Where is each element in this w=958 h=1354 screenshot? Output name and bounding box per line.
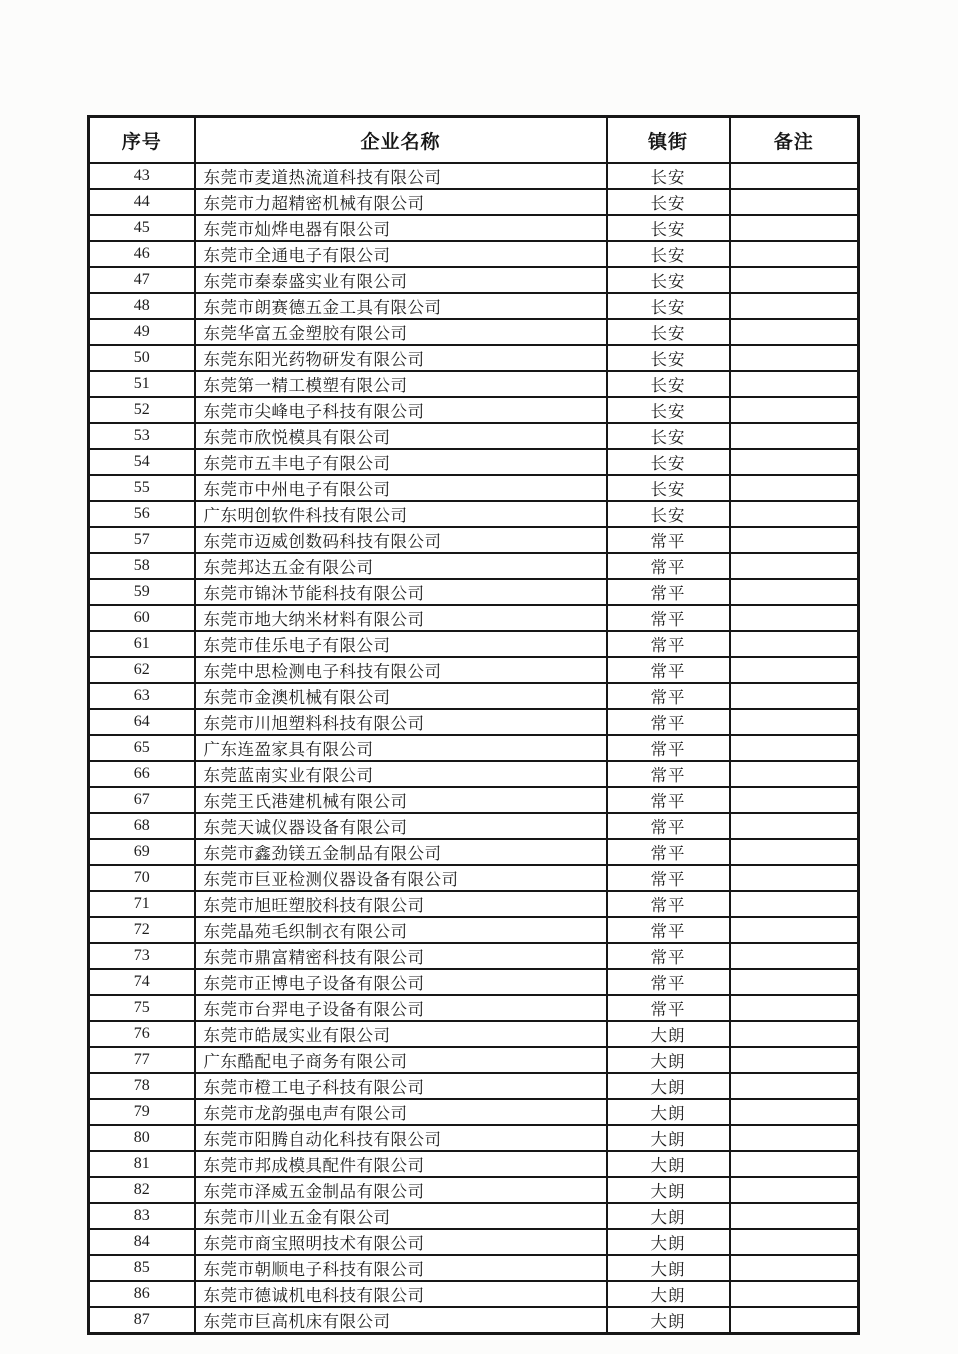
cell-serial-number: 74 xyxy=(89,969,195,995)
cell-company-name: 东莞市皓晟实业有限公司 xyxy=(195,1021,607,1047)
cell-company-name: 广东明创软件科技有限公司 xyxy=(195,501,607,527)
cell-remark xyxy=(730,943,859,969)
cell-remark xyxy=(730,1021,859,1047)
cell-company-name: 东莞市鼎富精密科技有限公司 xyxy=(195,943,607,969)
cell-company-name: 东莞东阳光药物研发有限公司 xyxy=(195,345,607,371)
table-row xyxy=(89,995,859,1021)
table-row xyxy=(89,735,859,761)
cell-company-name: 东莞市旭旺塑胶科技有限公司 xyxy=(195,891,607,917)
table-row xyxy=(89,293,859,319)
table-row xyxy=(89,1307,859,1334)
cell-town: 常平 xyxy=(607,813,730,839)
cell-company-name: 东莞市橙工电子科技有限公司 xyxy=(195,1073,607,1099)
table-row xyxy=(89,163,859,189)
cell-company-name: 东莞市中州电子有限公司 xyxy=(195,475,607,501)
cell-serial-number: 61 xyxy=(89,631,195,657)
table-row xyxy=(89,553,859,579)
cell-company-name: 东莞晶苑毛织制衣有限公司 xyxy=(195,917,607,943)
cell-serial-number: 60 xyxy=(89,605,195,631)
cell-company-name: 东莞市力超精密机械有限公司 xyxy=(195,189,607,215)
table-row xyxy=(89,345,859,371)
table-row xyxy=(89,1177,859,1203)
cell-remark xyxy=(730,1177,859,1203)
table-row xyxy=(89,527,859,553)
cell-remark xyxy=(730,995,859,1021)
table-row xyxy=(89,1151,859,1177)
cell-remark xyxy=(730,397,859,423)
cell-company-name: 东莞市迈威创数码科技有限公司 xyxy=(195,527,607,553)
cell-remark xyxy=(730,527,859,553)
cell-town: 常平 xyxy=(607,709,730,735)
cell-town: 长安 xyxy=(607,241,730,267)
cell-remark xyxy=(730,371,859,397)
cell-serial-number: 86 xyxy=(89,1281,195,1307)
table-row xyxy=(89,1229,859,1255)
cell-company-name: 东莞中思检测电子科技有限公司 xyxy=(195,657,607,683)
cell-company-name: 东莞市川业五金有限公司 xyxy=(195,1203,607,1229)
cell-town: 大朗 xyxy=(607,1177,730,1203)
cell-serial-number: 76 xyxy=(89,1021,195,1047)
cell-town: 长安 xyxy=(607,163,730,189)
cell-company-name: 东莞市锦沐节能科技有限公司 xyxy=(195,579,607,605)
cell-town: 大朗 xyxy=(607,1229,730,1255)
cell-remark xyxy=(730,1255,859,1281)
cell-serial-number: 69 xyxy=(89,839,195,865)
cell-town: 大朗 xyxy=(607,1255,730,1281)
cell-remark xyxy=(730,865,859,891)
cell-serial-number: 43 xyxy=(89,163,195,189)
cell-town: 长安 xyxy=(607,449,730,475)
table-header-row xyxy=(89,117,859,164)
cell-company-name: 东莞市欣悦模具有限公司 xyxy=(195,423,607,449)
cell-company-name: 东莞邦达五金有限公司 xyxy=(195,553,607,579)
cell-town: 长安 xyxy=(607,345,730,371)
cell-remark xyxy=(730,1047,859,1073)
cell-remark xyxy=(730,215,859,241)
cell-serial-number: 50 xyxy=(89,345,195,371)
cell-serial-number: 57 xyxy=(89,527,195,553)
cell-serial-number: 46 xyxy=(89,241,195,267)
cell-remark xyxy=(730,709,859,735)
cell-serial-number: 49 xyxy=(89,319,195,345)
table-body xyxy=(89,163,859,1334)
table-row xyxy=(89,839,859,865)
cell-remark xyxy=(730,839,859,865)
cell-town: 大朗 xyxy=(607,1021,730,1047)
table-row xyxy=(89,1021,859,1047)
cell-company-name: 东莞市商宝照明技术有限公司 xyxy=(195,1229,607,1255)
cell-company-name: 东莞蓝南实业有限公司 xyxy=(195,761,607,787)
cell-serial-number: 67 xyxy=(89,787,195,813)
cell-serial-number: 55 xyxy=(89,475,195,501)
cell-serial-number: 85 xyxy=(89,1255,195,1281)
cell-company-name: 东莞天诚仪器设备有限公司 xyxy=(195,813,607,839)
cell-company-name: 广东酷配电子商务有限公司 xyxy=(195,1047,607,1073)
table-row xyxy=(89,943,859,969)
cell-town: 长安 xyxy=(607,371,730,397)
cell-town: 常平 xyxy=(607,839,730,865)
table-row xyxy=(89,917,859,943)
cell-company-name: 东莞市川旭塑料科技有限公司 xyxy=(195,709,607,735)
cell-serial-number: 77 xyxy=(89,1047,195,1073)
cell-serial-number: 56 xyxy=(89,501,195,527)
cell-remark xyxy=(730,657,859,683)
table-row xyxy=(89,267,859,293)
table-row xyxy=(89,241,859,267)
table-row xyxy=(89,319,859,345)
cell-company-name: 东莞市全通电子有限公司 xyxy=(195,241,607,267)
table-row xyxy=(89,813,859,839)
cell-serial-number: 81 xyxy=(89,1151,195,1177)
cell-company-name: 东莞市秦泰盛实业有限公司 xyxy=(195,267,607,293)
cell-remark xyxy=(730,423,859,449)
header-company-name: 企业名称 xyxy=(195,117,607,164)
table-row xyxy=(89,397,859,423)
cell-serial-number: 62 xyxy=(89,657,195,683)
cell-company-name: 广东连盈家具有限公司 xyxy=(195,735,607,761)
cell-town: 长安 xyxy=(607,189,730,215)
cell-serial-number: 51 xyxy=(89,371,195,397)
cell-remark xyxy=(730,813,859,839)
cell-remark xyxy=(730,683,859,709)
cell-town: 常平 xyxy=(607,683,730,709)
cell-company-name: 东莞华富五金塑胶有限公司 xyxy=(195,319,607,345)
cell-company-name: 东莞市灿烨电器有限公司 xyxy=(195,215,607,241)
cell-company-name: 东莞市泽威五金制品有限公司 xyxy=(195,1177,607,1203)
cell-serial-number: 75 xyxy=(89,995,195,1021)
cell-serial-number: 47 xyxy=(89,267,195,293)
cell-serial-number: 53 xyxy=(89,423,195,449)
cell-town: 大朗 xyxy=(607,1307,730,1334)
cell-remark xyxy=(730,1229,859,1255)
cell-town: 长安 xyxy=(607,475,730,501)
table-row xyxy=(89,1073,859,1099)
cell-town: 常平 xyxy=(607,969,730,995)
cell-town: 常平 xyxy=(607,943,730,969)
cell-town: 常平 xyxy=(607,891,730,917)
cell-remark xyxy=(730,1203,859,1229)
cell-serial-number: 44 xyxy=(89,189,195,215)
cell-town: 常平 xyxy=(607,527,730,553)
cell-town: 常平 xyxy=(607,865,730,891)
table-row xyxy=(89,1047,859,1073)
table-row xyxy=(89,423,859,449)
table-row xyxy=(89,761,859,787)
cell-remark xyxy=(730,319,859,345)
cell-town: 大朗 xyxy=(607,1125,730,1151)
cell-company-name: 东莞市龙韵强电声有限公司 xyxy=(195,1099,607,1125)
cell-remark xyxy=(730,267,859,293)
cell-remark xyxy=(730,1307,859,1334)
cell-serial-number: 71 xyxy=(89,891,195,917)
cell-remark xyxy=(730,1281,859,1307)
cell-serial-number: 59 xyxy=(89,579,195,605)
table-row xyxy=(89,579,859,605)
cell-remark xyxy=(730,1151,859,1177)
cell-town: 常平 xyxy=(607,553,730,579)
table-row xyxy=(89,449,859,475)
table-row xyxy=(89,631,859,657)
cell-town: 常平 xyxy=(607,735,730,761)
table-row xyxy=(89,371,859,397)
cell-company-name: 东莞市五丰电子有限公司 xyxy=(195,449,607,475)
cell-remark xyxy=(730,241,859,267)
cell-town: 常平 xyxy=(607,631,730,657)
cell-town: 长安 xyxy=(607,215,730,241)
cell-town: 长安 xyxy=(607,397,730,423)
cell-remark xyxy=(730,735,859,761)
cell-serial-number: 83 xyxy=(89,1203,195,1229)
cell-company-name: 东莞市地大纳米材料有限公司 xyxy=(195,605,607,631)
header-town: 镇街 xyxy=(607,117,730,164)
cell-company-name: 东莞市朝顺电子科技有限公司 xyxy=(195,1255,607,1281)
cell-town: 常平 xyxy=(607,657,730,683)
cell-serial-number: 48 xyxy=(89,293,195,319)
cell-remark xyxy=(730,761,859,787)
cell-town: 常平 xyxy=(607,605,730,631)
table-row xyxy=(89,1125,859,1151)
cell-town: 长安 xyxy=(607,319,730,345)
cell-company-name: 东莞市尖峰电子科技有限公司 xyxy=(195,397,607,423)
cell-town: 大朗 xyxy=(607,1047,730,1073)
table-row xyxy=(89,865,859,891)
cell-company-name: 东莞市邦成模具配件有限公司 xyxy=(195,1151,607,1177)
cell-serial-number: 73 xyxy=(89,943,195,969)
cell-remark xyxy=(730,917,859,943)
table-row xyxy=(89,475,859,501)
cell-town: 长安 xyxy=(607,293,730,319)
cell-town: 常平 xyxy=(607,761,730,787)
table-row xyxy=(89,969,859,995)
cell-company-name: 东莞市巨高机床有限公司 xyxy=(195,1307,607,1334)
cell-remark xyxy=(730,293,859,319)
cell-town: 大朗 xyxy=(607,1281,730,1307)
cell-town: 大朗 xyxy=(607,1073,730,1099)
cell-serial-number: 63 xyxy=(89,683,195,709)
cell-remark xyxy=(730,969,859,995)
table-row xyxy=(89,709,859,735)
cell-remark xyxy=(730,1073,859,1099)
table-row xyxy=(89,1255,859,1281)
cell-company-name: 东莞市德诚机电科技有限公司 xyxy=(195,1281,607,1307)
cell-town: 大朗 xyxy=(607,1203,730,1229)
table-row xyxy=(89,605,859,631)
cell-serial-number: 78 xyxy=(89,1073,195,1099)
cell-remark xyxy=(730,1125,859,1151)
cell-remark xyxy=(730,787,859,813)
table-row xyxy=(89,1099,859,1125)
cell-company-name: 东莞市麦道热流道科技有限公司 xyxy=(195,163,607,189)
table-row xyxy=(89,1281,859,1307)
cell-town: 常平 xyxy=(607,579,730,605)
cell-remark xyxy=(730,163,859,189)
cell-town: 大朗 xyxy=(607,1099,730,1125)
table-row xyxy=(89,215,859,241)
cell-remark xyxy=(730,553,859,579)
cell-company-name: 东莞市正博电子设备有限公司 xyxy=(195,969,607,995)
cell-remark xyxy=(730,449,859,475)
cell-company-name: 东莞王氏港建机械有限公司 xyxy=(195,787,607,813)
cell-company-name: 东莞市金澳机械有限公司 xyxy=(195,683,607,709)
cell-remark xyxy=(730,579,859,605)
cell-remark xyxy=(730,345,859,371)
cell-company-name: 东莞市朗赛德五金工具有限公司 xyxy=(195,293,607,319)
table-row xyxy=(89,683,859,709)
cell-serial-number: 64 xyxy=(89,709,195,735)
cell-company-name: 东莞市台羿电子设备有限公司 xyxy=(195,995,607,1021)
cell-serial-number: 79 xyxy=(89,1099,195,1125)
cell-company-name: 东莞市鑫劲镁五金制品有限公司 xyxy=(195,839,607,865)
cell-remark xyxy=(730,1099,859,1125)
company-table xyxy=(87,115,860,1335)
cell-remark xyxy=(730,631,859,657)
cell-company-name: 东莞市巨亚检测仪器设备有限公司 xyxy=(195,865,607,891)
cell-remark xyxy=(730,605,859,631)
cell-town: 常平 xyxy=(607,917,730,943)
cell-remark xyxy=(730,189,859,215)
cell-serial-number: 52 xyxy=(89,397,195,423)
cell-town: 长安 xyxy=(607,267,730,293)
table-row xyxy=(89,189,859,215)
cell-town: 大朗 xyxy=(607,1151,730,1177)
table-row xyxy=(89,501,859,527)
cell-town: 常平 xyxy=(607,787,730,813)
cell-town: 长安 xyxy=(607,501,730,527)
cell-serial-number: 66 xyxy=(89,761,195,787)
header-remark: 备注 xyxy=(730,117,859,164)
cell-company-name: 东莞市阳腾自动化科技有限公司 xyxy=(195,1125,607,1151)
cell-town: 常平 xyxy=(607,995,730,1021)
cell-serial-number: 65 xyxy=(89,735,195,761)
cell-remark xyxy=(730,475,859,501)
header-serial-number: 序号 xyxy=(89,117,195,164)
cell-company-name: 东莞市佳乐电子有限公司 xyxy=(195,631,607,657)
cell-remark xyxy=(730,891,859,917)
cell-company-name: 东莞第一精工模塑有限公司 xyxy=(195,371,607,397)
cell-remark xyxy=(730,501,859,527)
table-row xyxy=(89,1203,859,1229)
cell-serial-number: 70 xyxy=(89,865,195,891)
table-row xyxy=(89,787,859,813)
cell-serial-number: 68 xyxy=(89,813,195,839)
cell-serial-number: 87 xyxy=(89,1307,195,1334)
cell-serial-number: 84 xyxy=(89,1229,195,1255)
cell-town: 长安 xyxy=(607,423,730,449)
cell-serial-number: 58 xyxy=(89,553,195,579)
table-row xyxy=(89,657,859,683)
cell-serial-number: 54 xyxy=(89,449,195,475)
cell-serial-number: 45 xyxy=(89,215,195,241)
cell-serial-number: 82 xyxy=(89,1177,195,1203)
cell-serial-number: 72 xyxy=(89,917,195,943)
cell-serial-number: 80 xyxy=(89,1125,195,1151)
table-row xyxy=(89,891,859,917)
